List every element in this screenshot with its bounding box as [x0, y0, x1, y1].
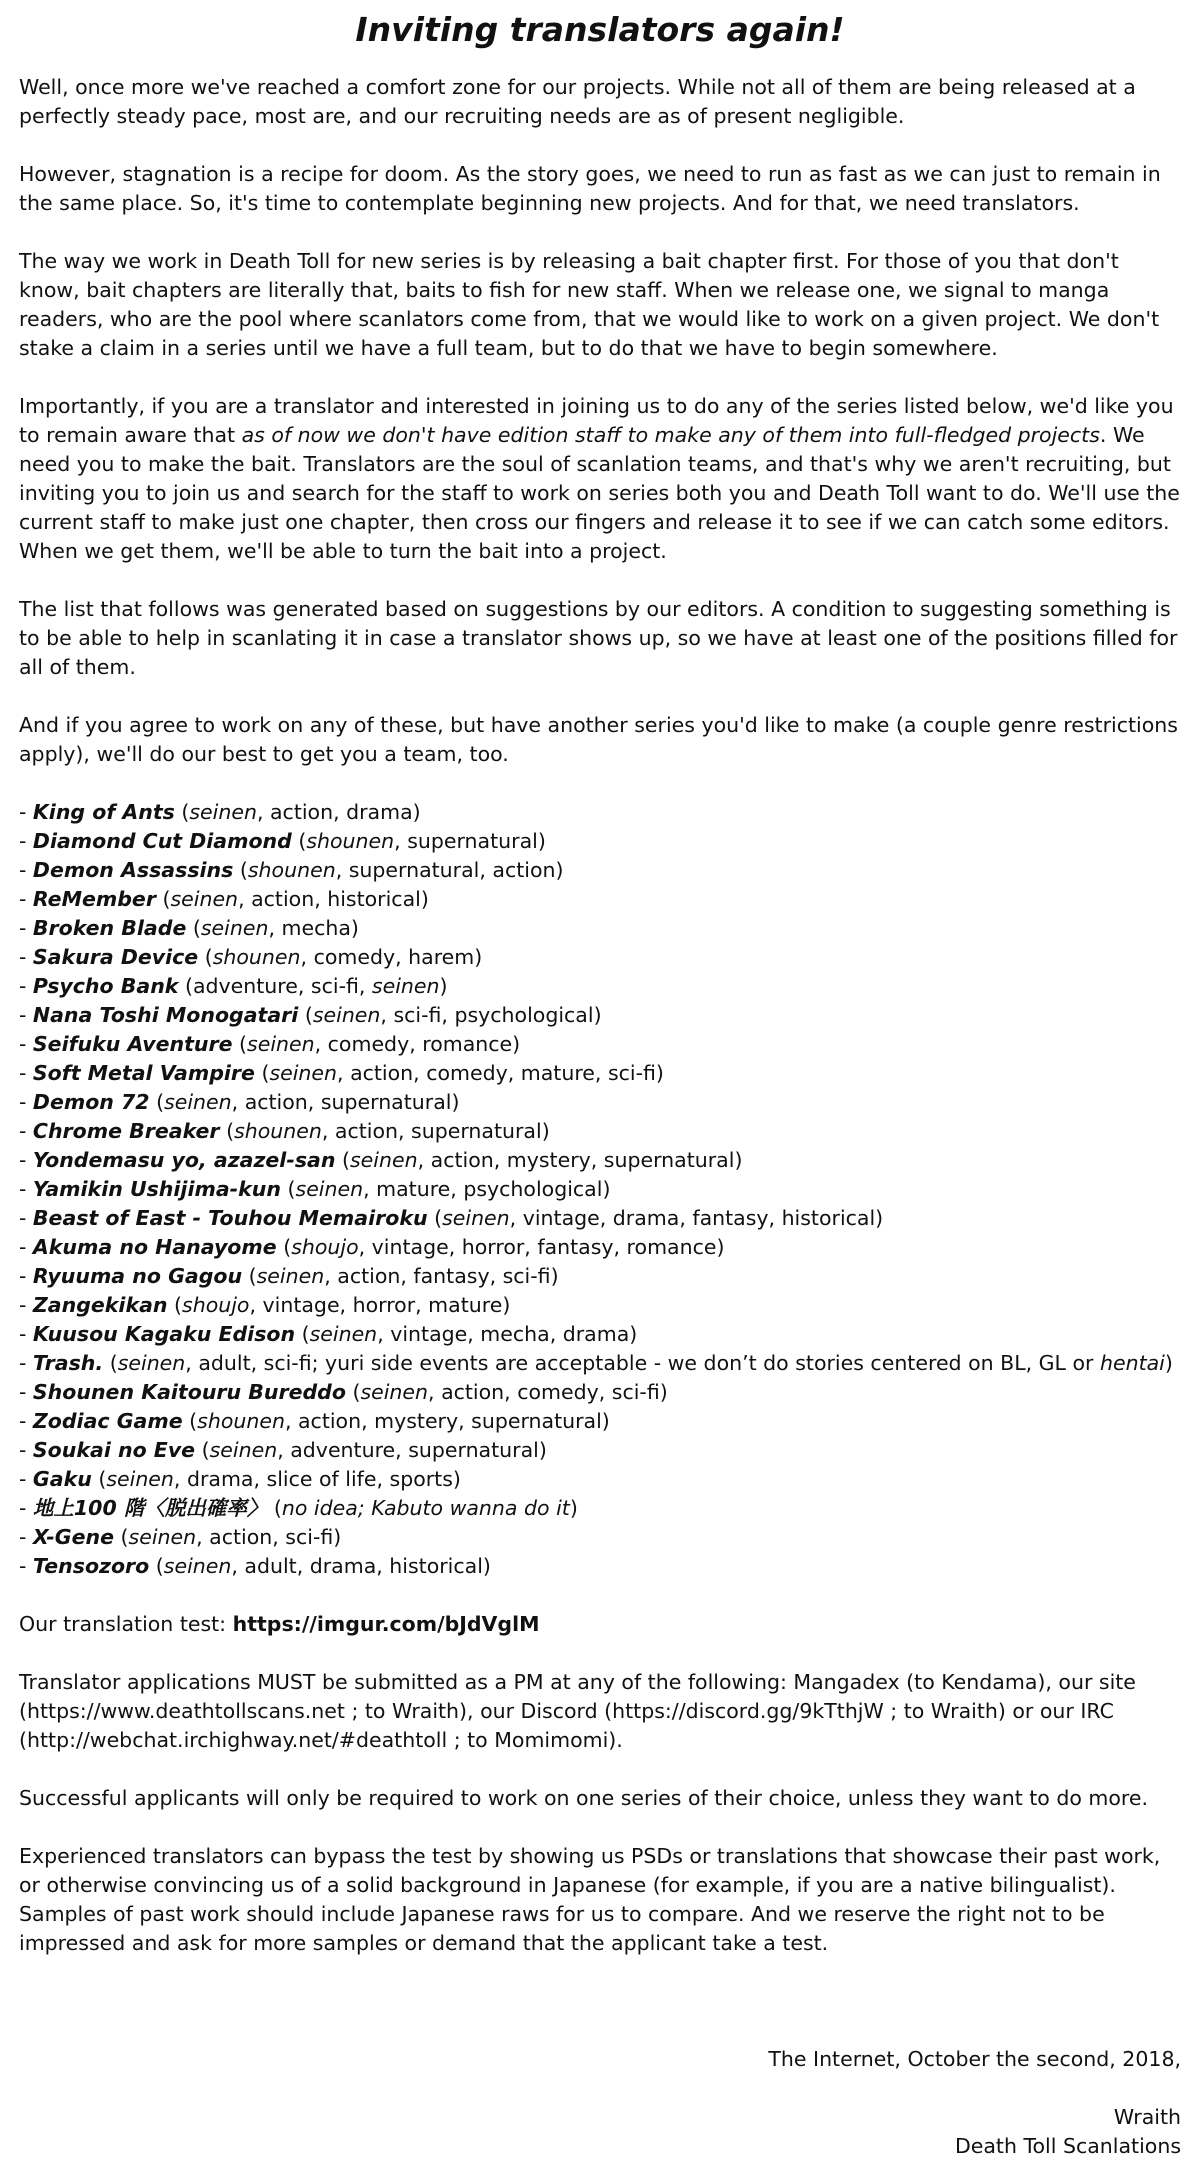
series-genres: , vintage, drama, fantasy, historical: [509, 1206, 876, 1230]
series-genres: , adult, sci-fi; yuri side events are acceptable - we don’t do stories centered on BL, GL or: [185, 1351, 1100, 1375]
intro-paragraph-1: Well, once more we've reached a comfort zone for our projects. While not all of them are being released at a perfectly steady pace, most are, and our recruiting needs are as of present negligible.: [19, 75, 1136, 128]
list-intro-paragraph-1: The list that follows was generated based on suggestions by our editors. A condition to suggesting something is to be able to help in scanlating it in case a translator shows up, so we have at least one of the positions filled for all of them.: [19, 597, 1178, 679]
series-genres: , vintage, horror, fantasy, romance: [358, 1235, 717, 1259]
series-demographic: no idea; Kabuto wanna do it: [281, 1496, 570, 1520]
series-genres: , mecha: [268, 916, 351, 940]
series-title: Sakura Device: [32, 945, 199, 969]
list-intro-paragraph-2: And if you agree to work on any of these, but have another series you'd like to make (a couple genre restrictions apply), we'll do our best to get you a team, too.: [19, 713, 1178, 766]
series-title: Chrome Breaker: [32, 1119, 220, 1143]
series-item: - Ryuuma no Gagou (seinen, action, fantasy, sci-fi): [19, 1264, 559, 1288]
series-demographic: seinen: [371, 974, 440, 998]
series-genres: , comedy, harem: [300, 945, 475, 969]
series-demographic: seinen: [170, 887, 239, 911]
series-item: - Yondemasu yo, azazel-san (seinen, action, mystery, supernatural): [19, 1148, 743, 1172]
importantly-paragraph: [19, 392, 1181, 566]
series-demographic: shounen: [212, 945, 301, 969]
series-item: - 地上100 階〈脱出確率〉 (no idea; Kabuto wanna do it): [19, 1496, 578, 1520]
series-title: Nana Toshi Monogatari: [32, 1003, 299, 1027]
series-item: - Nana Toshi Monogatari (seinen, sci-fi, psychological): [19, 1003, 602, 1027]
series-genres: , drama, slice of life, sports: [173, 1467, 453, 1491]
series-item: - Kuusou Kagaku Edison (seinen, vintage, mecha, drama): [19, 1322, 638, 1346]
series-title: Trash.: [32, 1351, 104, 1375]
series-demographic: seinen: [200, 916, 269, 940]
series-title: Shounen Kaitouru Bureddo: [32, 1380, 346, 1404]
series-title: Ryuuma no Gagou: [32, 1264, 243, 1288]
series-demographic: seinen: [360, 1380, 429, 1404]
series-title: X-Gene: [32, 1525, 115, 1549]
series-item: - Sakura Device (shounen, comedy, harem): [19, 945, 483, 969]
series-demographic: seinen: [117, 1351, 186, 1375]
series-title: Diamond Cut Diamond: [32, 829, 292, 853]
series-demographic: shounen: [306, 829, 395, 853]
series-genres: , sci-fi, psychological: [380, 1003, 594, 1027]
series-title: Gaku: [32, 1467, 92, 1491]
series-demographic: seinen: [163, 1554, 232, 1578]
series-demographic: seinen: [312, 1003, 381, 1027]
series-item: - Seifuku Aventure (seinen, comedy, romance): [19, 1032, 521, 1056]
series-item: - Demon Assassins (shounen, supernatural, action): [19, 858, 564, 882]
signature-date: The Internet, October the second, 2018,: [768, 2047, 1181, 2071]
experienced-paragraph: Experienced translators can bypass the test by showing us PSDs or translations that showcase their past work, or otherwise convincing us of a solid background in Japanese (for example, if you are a native bilingualist). Samples of past work should include Japanese raws for us to compare. And we reserve the right not to be impressed and ask for more samples or demand that the applicant take a test.: [19, 1844, 1161, 1955]
series-demographic: seinen: [189, 800, 257, 824]
translation-test-label: Our translation test:: [19, 1612, 233, 1636]
series-title: Yondemasu yo, azazel-san: [32, 1148, 336, 1172]
successful-paragraph: Successful applicants will only be required to work on one series of their choice, unless they want to do more.: [19, 1786, 1149, 1810]
series-demographic: seinen: [164, 1090, 232, 1114]
series-genres: , action, sci-fi: [196, 1525, 334, 1549]
series-demographic: seinen: [106, 1467, 174, 1491]
series-title: Akuma no Hanayome: [32, 1235, 277, 1259]
translation-test: [19, 1610, 1181, 1639]
series-demographic: seinen: [209, 1438, 278, 1462]
series-demographic: seinen: [128, 1525, 197, 1549]
series-demographic: seinen: [309, 1322, 378, 1346]
series-genres: , action, mystery, supernatural: [417, 1148, 735, 1172]
series-title: King of Ants: [32, 800, 175, 824]
series-item: - Chrome Breaker (shounen, action, supernatural): [19, 1119, 550, 1143]
page-title: Inviting translators again!: [355, 10, 845, 49]
series-demographic: shounen: [197, 1409, 285, 1433]
series-item: - King of Ants (seinen, action, drama): [19, 800, 421, 824]
series-item: - Tensozoro (seinen, adult, drama, historical): [19, 1554, 491, 1578]
series-title: Demon Assassins: [32, 858, 234, 882]
series-item: - ReMember (seinen, action, historical): [19, 887, 429, 911]
series-demographic: shoujo: [291, 1235, 359, 1259]
series-title: ReMember: [32, 887, 156, 911]
series-item: - Diamond Cut Diamond (shounen, supernatural): [19, 829, 546, 853]
series-demographic: seinen: [247, 1032, 315, 1056]
series-item: - Soukai no Eve (seinen, adventure, supernatural): [19, 1438, 547, 1462]
series-list: [19, 798, 1181, 1581]
series-title: Tensozoro: [32, 1554, 150, 1578]
series-genres: , action, fantasy, sci-fi: [324, 1264, 551, 1288]
series-demographic: seinen: [442, 1206, 510, 1230]
series-genres: , vintage, horror, mature: [249, 1293, 503, 1317]
translation-test-link[interactable]: https://imgur.com/bJdVglM: [232, 1612, 540, 1636]
series-end: hentai: [1099, 1351, 1165, 1375]
series-genres: , action, mystery, supernatural: [284, 1409, 602, 1433]
series-item: - Psycho Bank (adventure, sci-fi, seinen): [19, 974, 448, 998]
series-title: Soft Metal Vampire: [32, 1061, 255, 1085]
series-title: 地上100 階〈脱出確率〉: [32, 1496, 268, 1520]
series-demographic: shounen: [247, 858, 336, 882]
series-demographic: shoujo: [182, 1293, 250, 1317]
intro-paragraph-3: The way we work in Death Toll for new series is by releasing a bait chapter first. For those of you that don't know, bait chapters are literally that, baits to fish for new staff. When we release one, we signal to manga readers, who are the pool where scanlators come from, that we would like to work on a given project. We don't stake a claim in a series until we have a full team, but to do that we have to begin somewhere.: [19, 249, 1160, 360]
series-title: Kuusou Kagaku Edison: [32, 1322, 296, 1346]
series-item: - Akuma no Hanayome (shoujo, vintage, horror, fantasy, romance): [19, 1235, 725, 1259]
series-title: Beast of East - Touhou Memairoku: [32, 1206, 428, 1230]
signature-name: Wraith: [1113, 2105, 1181, 2129]
series-demographic: seinen: [295, 1177, 364, 1201]
series-item: - Yamikin Ushijima-kun (seinen, mature, psychological): [19, 1177, 611, 1201]
series-title: Demon 72: [32, 1090, 150, 1114]
series-title: Zangekikan: [32, 1293, 168, 1317]
importantly-after: . We need you to make the bait. Translators are the soul of scanlation teams, and that's why we aren't recruiting, but inviting you to join us and search for the staff to work on series both you and Death Toll want to do. We'll use the current staff to make just one chapter, then cross our fingers and release it to see if we can catch some editors. When we get them, we'll be able to turn the bait into a project.: [19, 423, 1180, 563]
series-item: - Gaku (seinen, drama, slice of life, sports): [19, 1467, 461, 1491]
series-genres: , action, comedy, mature, sci-fi: [337, 1061, 656, 1085]
applications-paragraph: Translator applications MUST be submitted as a PM at any of the following: Mangadex (to Kendama), our site (https://www.deathtollscans.net ; to Wraith), our Discord (https://discord.gg/9kTthjW ; to Wraith) or our IRC (http://webchat.irchighway.net/#deathtoll ; to Momimomi).: [19, 1670, 1136, 1752]
series-genres: , action, comedy, sci-fi: [428, 1380, 660, 1404]
series-item: - Soft Metal Vampire (seinen, action, comedy, mature, sci-fi): [19, 1061, 664, 1085]
series-item: - X-Gene (seinen, action, sci-fi): [19, 1525, 342, 1549]
series-genres: , comedy, romance: [314, 1032, 513, 1056]
series-item: - Broken Blade (seinen, mecha): [19, 916, 359, 940]
series-genres: , vintage, mecha, drama: [377, 1322, 630, 1346]
series-genres: , action, supernatural: [321, 1119, 542, 1143]
series-item: - Trash. (seinen, adult, sci-fi; yuri side events are acceptable - we don’t do stories centered on BL, GL or hentai): [19, 1351, 1173, 1375]
series-genres: , supernatural: [394, 829, 538, 853]
series-title: Yamikin Ushijima-kun: [32, 1177, 281, 1201]
series-genres: , adventure, supernatural: [277, 1438, 539, 1462]
series-genres: , supernatural, action: [335, 858, 556, 882]
importantly-emphasis: as of now we don't have edition staff to make any of them into full-fledged projects: [241, 423, 1100, 447]
series-demographic: seinen: [269, 1061, 338, 1085]
signature-group: Death Toll Scanlations: [954, 2134, 1181, 2158]
series-genres: , adult, drama, historical: [231, 1554, 483, 1578]
series-title: Seifuku Aventure: [32, 1032, 233, 1056]
series-genres: , mature, psychological: [363, 1177, 603, 1201]
series-item: - Beast of East - Touhou Memairoku (seinen, vintage, drama, fantasy, historical): [19, 1206, 884, 1230]
intro-paragraph-2: However, stagnation is a recipe for doom. As the story goes, we need to run as fast as we can just to remain in the same place. So, it's time to contemplate beginning new projects. And for that, we need translators.: [19, 162, 1161, 215]
series-demographic: seinen: [350, 1148, 418, 1172]
series-item: - Zangekikan (shoujo, vintage, horror, mature): [19, 1293, 511, 1317]
series-item: - Demon 72 (seinen, action, supernatural): [19, 1090, 460, 1114]
series-item: - Zodiac Game (shounen, action, mystery, supernatural): [19, 1409, 610, 1433]
series-title: Zodiac Game: [32, 1409, 183, 1433]
series-genres: , action, supernatural: [231, 1090, 452, 1114]
series-title: Psycho Bank: [32, 974, 179, 998]
series-genres: , action, drama: [256, 800, 413, 824]
series-title: Broken Blade: [32, 916, 187, 940]
series-demographic: seinen: [256, 1264, 325, 1288]
series-title: Soukai no Eve: [32, 1438, 196, 1462]
series-genres: , action, historical: [238, 887, 421, 911]
series-pre: adventure, sci-fi,: [192, 974, 372, 998]
importantly-before: Importantly, if you are a translator and interested in joining us to do any of the series listed below, we'd like you to remain aware that: [19, 394, 1174, 447]
series-item: - Shounen Kaitouru Bureddo (seinen, action, comedy, sci-fi): [19, 1380, 668, 1404]
series-demographic: shounen: [234, 1119, 322, 1143]
